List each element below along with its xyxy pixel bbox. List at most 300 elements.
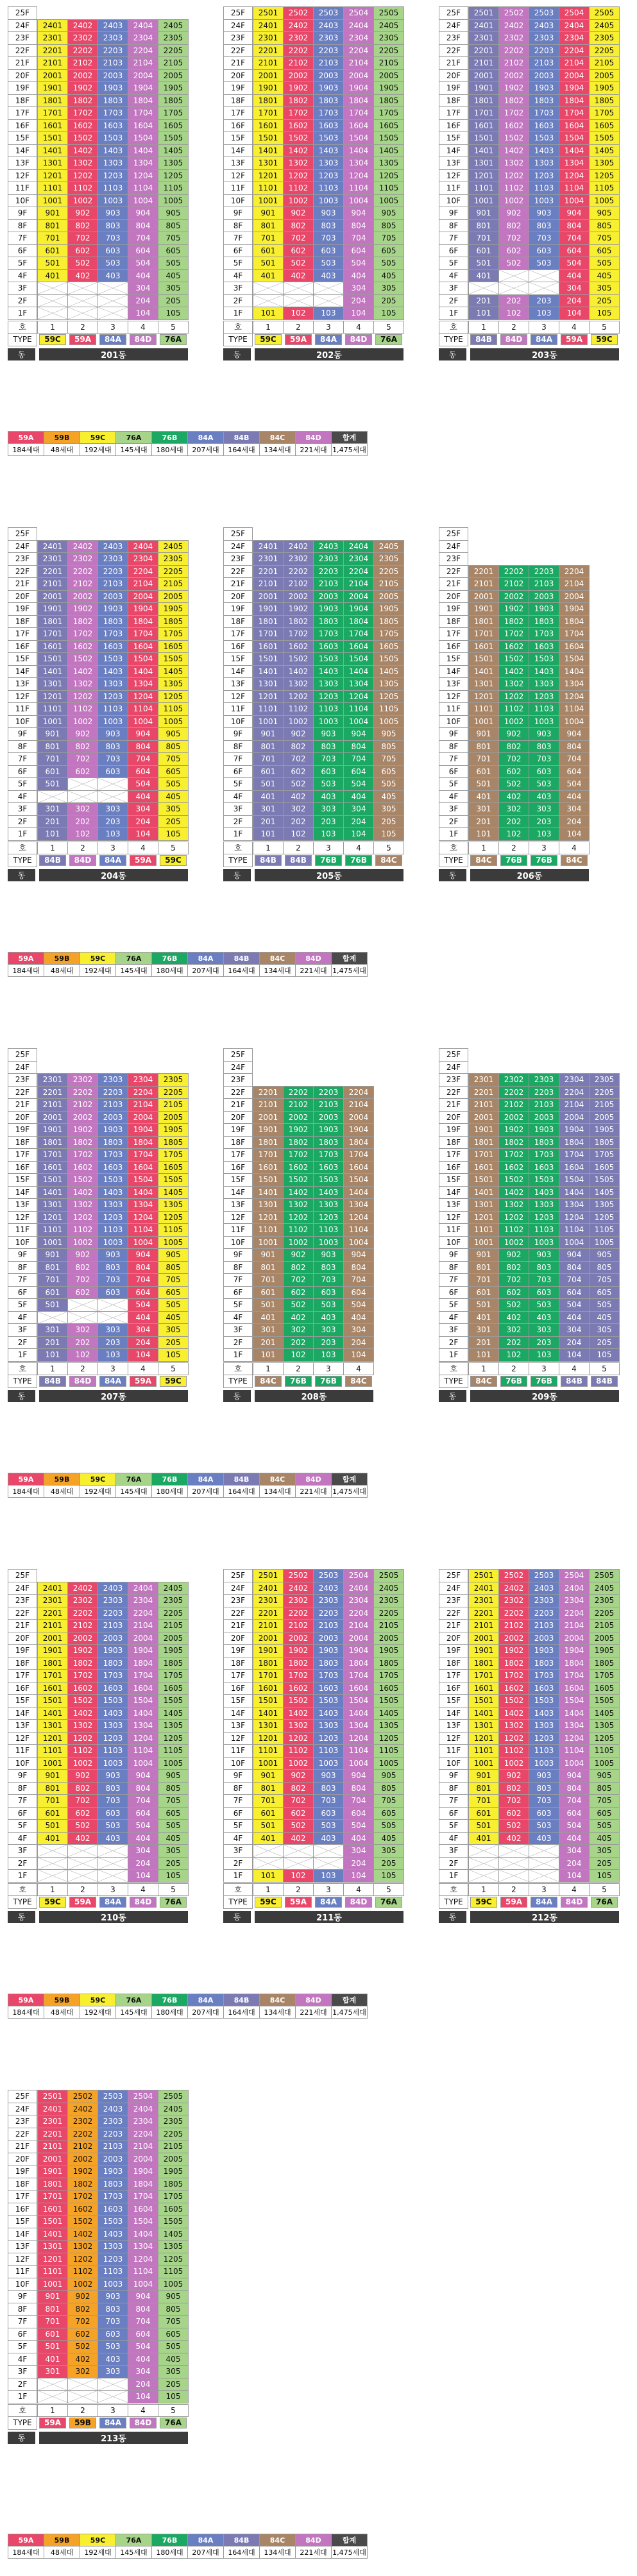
unit-cell: 903 xyxy=(313,1248,344,1262)
unit-cell: 302 xyxy=(283,802,314,816)
floor-label: 2F xyxy=(8,294,37,308)
unit-type-badge: 84D xyxy=(69,1376,96,1387)
unit-cell: 905 xyxy=(158,207,189,220)
unit-cell: 1305 xyxy=(589,157,620,170)
floor-label: 8F xyxy=(8,1261,37,1275)
unit-cell: 1604 xyxy=(128,2203,158,2216)
unit-cell: 2003 xyxy=(529,69,559,83)
unit-cell: 2304 xyxy=(128,2115,158,2128)
unit-cell: 1604 xyxy=(559,1161,590,1174)
unit-cell: 1803 xyxy=(529,1657,559,1670)
unit-cell: 1303 xyxy=(529,677,559,691)
unit-cell: 102 xyxy=(283,827,314,841)
empty-unit xyxy=(468,1869,499,1883)
unit-cell: 1302 xyxy=(283,1198,314,1212)
unit-cell: 1304 xyxy=(559,1719,590,1733)
unit-cell: 1901 xyxy=(468,602,499,616)
unit-cell: 704 xyxy=(128,1794,158,1808)
unit-cell: 504 xyxy=(559,257,590,270)
unit-cell: 1702 xyxy=(498,106,529,120)
unit-cell: 2004 xyxy=(128,1632,158,1645)
unit-cell: 2401 xyxy=(253,1582,284,1595)
unit-cell: 1605 xyxy=(373,640,404,654)
unit-cell: 2005 xyxy=(373,590,404,604)
unit-cell: 2302 xyxy=(498,31,529,45)
legend-type: 76B xyxy=(151,2534,188,2546)
unit-cell: 1601 xyxy=(468,1682,499,1695)
unit-cell: 1104 xyxy=(128,1744,158,1758)
unit-cell: 1303 xyxy=(98,1719,128,1733)
unit-cell: 1202 xyxy=(283,1211,314,1224)
unit-cell: 903 xyxy=(529,727,559,741)
unit-cell: 1602 xyxy=(283,1682,314,1695)
unit-cell: 504 xyxy=(128,1298,158,1312)
unit-cell: 2001 xyxy=(253,69,284,83)
unit-cell: 1203 xyxy=(98,690,128,704)
floor-label: 18F xyxy=(223,615,253,629)
unit-cell: 2201 xyxy=(37,565,68,579)
type-header-label: TYPE xyxy=(8,333,37,346)
empty-unit xyxy=(253,294,284,308)
unit-cell: 903 xyxy=(313,1769,344,1783)
floor-label: 20F xyxy=(8,1632,37,1645)
building-name: 202동 xyxy=(255,348,403,361)
floor-label: 6F xyxy=(8,1286,37,1300)
unit-cell: 605 xyxy=(373,244,404,258)
unit-cell: 2102 xyxy=(283,56,314,70)
unit-cell: 2101 xyxy=(468,1098,499,1112)
unit-cell: 1703 xyxy=(529,106,559,120)
unit-cell: 2101 xyxy=(253,1098,284,1112)
unit-cell: 504 xyxy=(559,1819,590,1833)
unit-cell: 403 xyxy=(98,269,128,283)
unit-cell: 1202 xyxy=(283,690,314,704)
unit-cell: 705 xyxy=(373,752,404,766)
floor-label: 19F xyxy=(223,602,253,616)
unit-cell: 1403 xyxy=(313,665,344,679)
unit-cell: 1702 xyxy=(283,106,314,120)
line-number: 1 xyxy=(253,842,284,855)
unit-cell: 1004 xyxy=(559,715,590,729)
legend-type: 84A xyxy=(187,952,224,965)
floor-label: 3F xyxy=(439,802,468,816)
row-header-label: 호 xyxy=(223,842,253,855)
floor-label: 6F xyxy=(223,244,253,258)
unit-cell: 1502 xyxy=(283,652,314,666)
line-number: 3 xyxy=(313,321,344,334)
unit-cell: 1005 xyxy=(373,194,404,208)
unit-cell: 205 xyxy=(158,1857,189,1870)
building-header-label: 동 xyxy=(8,1911,35,1924)
unit-cell: 2201 xyxy=(468,565,499,579)
unit-cell: 1601 xyxy=(468,119,499,133)
unit-cell: 401 xyxy=(37,2353,68,2366)
unit-cell: 2504 xyxy=(559,6,590,20)
unit-cell: 904 xyxy=(128,1769,158,1783)
unit-cell: 1103 xyxy=(98,702,128,716)
building-header-label: 동 xyxy=(439,1390,466,1403)
unit-cell: 2402 xyxy=(498,19,529,33)
unit-cell: 1702 xyxy=(498,1148,529,1162)
floor-label: 25F xyxy=(439,6,468,20)
unit-cell: 2201 xyxy=(37,1607,68,1620)
unit-cell: 1205 xyxy=(158,1732,189,1745)
floor-label: 9F xyxy=(8,1248,37,1262)
building-name: 213동 xyxy=(39,2432,188,2445)
building-header-label: 동 xyxy=(439,1911,466,1924)
unit-cell: 304 xyxy=(128,282,158,295)
unit-cell: 2305 xyxy=(373,31,404,45)
floor-label: 13F xyxy=(223,1719,253,1733)
unit-cell: 602 xyxy=(283,765,314,779)
unit-cell: 102 xyxy=(498,307,529,320)
unit-cell: 1905 xyxy=(589,1123,620,1137)
unit-cell: 102 xyxy=(67,827,98,841)
floor-label: 22F xyxy=(8,1086,37,1099)
unit-cell: 1903 xyxy=(98,1644,128,1657)
unit-cell: 603 xyxy=(313,765,344,779)
unit-cell: 1405 xyxy=(373,1707,404,1720)
unit-cell: 503 xyxy=(313,1298,344,1312)
unit-cell: 1204 xyxy=(128,1732,158,1745)
unit-cell: 403 xyxy=(313,1832,344,1845)
unit-cell: 1605 xyxy=(158,1161,189,1174)
unit-cell: 1905 xyxy=(373,602,404,616)
unit-cell: 1104 xyxy=(128,182,158,195)
unit-cell: 1603 xyxy=(98,640,128,654)
unit-cell: 2104 xyxy=(128,1098,158,1112)
unit-cell: 205 xyxy=(373,294,404,308)
line-number: 4 xyxy=(128,321,158,334)
unit-cell: 503 xyxy=(529,1298,559,1312)
unit-cell: 1704 xyxy=(559,106,590,120)
line-number: 5 xyxy=(158,1362,189,1376)
unit-cell: 405 xyxy=(158,1832,189,1845)
floor-label: 11F xyxy=(439,1744,468,1758)
unit-cell: 503 xyxy=(529,777,559,791)
unit-cell: 1803 xyxy=(529,615,559,629)
legend-type: 76B xyxy=(151,952,188,965)
unit-cell: 103 xyxy=(313,1348,344,1362)
unit-cell: 2104 xyxy=(559,56,590,70)
floor-label: 11F xyxy=(8,1744,37,1758)
unit-cell: 1003 xyxy=(529,1757,559,1770)
unit-cell: 1103 xyxy=(529,702,559,716)
unit-cell: 2305 xyxy=(158,552,189,566)
unit-cell: 1105 xyxy=(373,182,404,195)
unit-cell: 803 xyxy=(98,1261,128,1275)
unit-cell: 1503 xyxy=(313,1173,344,1187)
unit-cell: 1701 xyxy=(468,106,499,120)
unit-cell: 1804 xyxy=(343,1136,374,1149)
unit-cell: 2301 xyxy=(253,1594,284,1607)
unit-cell: 1304 xyxy=(343,1719,374,1733)
unit-cell: 2103 xyxy=(98,1619,128,1632)
unit-cell: 1404 xyxy=(128,1186,158,1199)
floor-label: 11F xyxy=(223,702,253,716)
unit-cell: 2205 xyxy=(589,1086,620,1099)
unit-type-badge: 59A xyxy=(561,334,588,345)
building-name: 212동 xyxy=(470,1911,619,1924)
legend-count: 145세대 xyxy=(115,2006,152,2019)
unit-cell: 805 xyxy=(158,219,189,233)
unit-cell: 2303 xyxy=(529,1594,559,1607)
unit-cell: 2205 xyxy=(373,1607,404,1620)
floor-label: 14F xyxy=(8,1707,37,1720)
unit-cell: 704 xyxy=(128,752,158,766)
line-number: 4 xyxy=(343,1362,374,1376)
unit-cell: 2303 xyxy=(529,31,559,45)
floor-label: 18F xyxy=(8,615,37,629)
unit-cell: 1801 xyxy=(37,2178,68,2191)
unit-cell: 1302 xyxy=(67,1719,98,1733)
unit-cell: 1904 xyxy=(559,1644,590,1657)
unit-cell: 2005 xyxy=(373,1632,404,1645)
unit-cell: 901 xyxy=(253,207,284,220)
empty-unit xyxy=(67,1857,98,1870)
floor-label: 8F xyxy=(223,1261,253,1275)
unit-cell: 601 xyxy=(37,1286,68,1300)
unit-cell: 2002 xyxy=(283,69,314,83)
unit-cell: 901 xyxy=(468,727,499,741)
unit-cell: 2202 xyxy=(67,1607,98,1620)
unit-cell: 904 xyxy=(559,1248,590,1262)
unit-cell: 402 xyxy=(283,269,314,283)
unit-cell: 2204 xyxy=(559,1086,590,1099)
unit-cell: 305 xyxy=(373,802,404,816)
unit-cell: 205 xyxy=(589,1336,620,1350)
unit-cell: 404 xyxy=(343,1311,374,1325)
unit-cell: 801 xyxy=(37,2303,68,2316)
unit-cell: 703 xyxy=(529,752,559,766)
unit-cell: 403 xyxy=(98,1832,128,1845)
unit-cell: 1301 xyxy=(253,1198,284,1212)
unit-cell: 104 xyxy=(559,827,590,841)
legend-type: 76A xyxy=(115,2534,152,2546)
floor-label: 4F xyxy=(223,269,253,283)
legend-count: 207세대 xyxy=(187,443,224,456)
unit-cell: 404 xyxy=(559,269,590,283)
unit-cell: 1204 xyxy=(128,2253,158,2266)
row-header-label: 호 xyxy=(439,321,468,334)
unit-cell: 401 xyxy=(468,269,499,283)
unit-cell: 301 xyxy=(37,802,68,816)
unit-cell: 2102 xyxy=(67,2140,98,2153)
unit-cell: 2503 xyxy=(313,6,344,20)
unit-cell: 1503 xyxy=(529,131,559,145)
unit-type-badge: 59C xyxy=(591,334,618,345)
unit-cell: 302 xyxy=(498,802,529,816)
unit-cell: 2304 xyxy=(559,1594,590,1607)
floor-label: 8F xyxy=(223,219,253,233)
unit-cell: 801 xyxy=(253,740,284,754)
unit-cell: 905 xyxy=(589,1769,620,1783)
legend-type: 76B xyxy=(151,1473,188,1486)
empty-unit xyxy=(37,1311,68,1325)
unit-cell: 1705 xyxy=(373,1669,404,1682)
unit-cell: 2202 xyxy=(498,1607,529,1620)
unit-cell: 701 xyxy=(37,2315,68,2328)
unit-cell: 1403 xyxy=(98,1186,128,1199)
unit-cell: 1602 xyxy=(283,1161,314,1174)
unit-cell: 903 xyxy=(529,1769,559,1783)
unit-cell: 1502 xyxy=(283,1694,314,1707)
row-header-label: 호 xyxy=(223,321,253,334)
unit-cell: 1902 xyxy=(283,1644,314,1657)
unit-cell: 204 xyxy=(128,815,158,829)
unit-cell: 1902 xyxy=(498,1123,529,1137)
empty-unit xyxy=(529,282,559,295)
unit-cell: 502 xyxy=(498,1819,529,1833)
unit-cell: 404 xyxy=(559,1311,590,1325)
line-number: 3 xyxy=(313,842,344,855)
unit-cell: 2203 xyxy=(529,1086,559,1099)
unit-type-badge: 76B xyxy=(500,855,527,866)
unit-cell: 1603 xyxy=(313,119,344,133)
empty-unit xyxy=(37,1844,68,1858)
floor-label: 20F xyxy=(223,1111,253,1124)
unit-cell: 1904 xyxy=(559,1123,590,1137)
unit-cell: 1205 xyxy=(589,1211,620,1224)
unit-cell: 601 xyxy=(468,244,499,258)
empty-unit xyxy=(253,1857,284,1870)
unit-cell: 2204 xyxy=(128,2128,158,2141)
unit-cell: 2104 xyxy=(559,577,590,591)
unit-cell: 1602 xyxy=(67,2203,98,2216)
floor-label: 19F xyxy=(223,1644,253,1657)
unit-cell: 1305 xyxy=(373,157,404,170)
empty-unit xyxy=(37,1869,68,1883)
floor-label: 13F xyxy=(223,157,253,170)
unit-cell: 2002 xyxy=(283,1111,314,1124)
floor-label: 11F xyxy=(223,1223,253,1237)
unit-cell: 1703 xyxy=(98,106,128,120)
unit-cell: 1701 xyxy=(468,1148,499,1162)
unit-cell: 2101 xyxy=(468,56,499,70)
unit-cell: 105 xyxy=(158,307,189,320)
unit-cell: 902 xyxy=(67,1248,98,1262)
unit-cell: 2101 xyxy=(37,2140,68,2153)
unit-cell: 2405 xyxy=(373,19,404,33)
floor-label: 9F xyxy=(223,1248,253,1262)
unit-cell: 1601 xyxy=(37,119,68,133)
floor-label: 19F xyxy=(439,81,468,95)
unit-cell: 405 xyxy=(158,790,189,804)
unit-cell: 902 xyxy=(283,1248,314,1262)
legend-count: 180세대 xyxy=(151,1485,188,1498)
floor-label: 22F xyxy=(8,1607,37,1620)
unit-cell: 2204 xyxy=(128,1086,158,1099)
type-header-label: TYPE xyxy=(439,1375,468,1388)
unit-cell: 305 xyxy=(589,1844,620,1858)
unit-cell: 1404 xyxy=(343,1186,374,1199)
unit-cell: 104 xyxy=(128,1869,158,1883)
floor-label: 1F xyxy=(8,827,37,841)
unit-cell: 1003 xyxy=(313,1757,344,1770)
empty-unit xyxy=(98,282,128,295)
unit-cell: 2305 xyxy=(373,1594,404,1607)
legend-type: 59C xyxy=(80,431,116,444)
unit-cell: 1205 xyxy=(373,1732,404,1745)
unit-cell: 1805 xyxy=(589,94,620,108)
unit-cell: 901 xyxy=(253,727,284,741)
unit-cell: 604 xyxy=(128,244,158,258)
legend-count: 164세대 xyxy=(223,2546,260,2559)
unit-cell: 702 xyxy=(498,752,529,766)
unit-cell: 1802 xyxy=(283,1657,314,1670)
unit-cell: 803 xyxy=(313,1782,344,1795)
unit-cell: 1705 xyxy=(158,106,189,120)
unit-cell: 2401 xyxy=(37,540,68,554)
line-number: 1 xyxy=(468,842,499,855)
unit-cell: 1003 xyxy=(98,2278,128,2291)
unit-cell: 1705 xyxy=(373,106,404,120)
unit-cell: 101 xyxy=(253,827,284,841)
unit-cell: 2201 xyxy=(468,1607,499,1620)
legend-type: 84B xyxy=(223,952,260,965)
floor-label: 25F xyxy=(8,6,37,20)
unit-cell: 1901 xyxy=(37,2165,68,2178)
unit-cell: 805 xyxy=(373,219,404,233)
floor-label: 22F xyxy=(439,1607,468,1620)
unit-cell: 1403 xyxy=(313,1186,344,1199)
unit-cell: 1105 xyxy=(589,1223,620,1237)
floor-label: 13F xyxy=(223,677,253,691)
unit-cell: 1603 xyxy=(529,640,559,654)
unit-cell: 1303 xyxy=(98,1198,128,1212)
unit-cell: 305 xyxy=(373,282,404,295)
floor-label: 20F xyxy=(8,69,37,83)
unit-type-badge: 84D xyxy=(130,2418,157,2428)
unit-cell: 1904 xyxy=(128,1123,158,1137)
floor-label: 12F xyxy=(8,1211,37,1224)
unit-cell: 1104 xyxy=(559,182,590,195)
unit-cell: 1002 xyxy=(498,715,529,729)
unit-cell: 2101 xyxy=(37,577,68,591)
unit-cell: 1404 xyxy=(128,144,158,158)
unit-cell: 2403 xyxy=(98,2103,128,2116)
unit-cell: 402 xyxy=(67,1832,98,1845)
legend-count: 184세대 xyxy=(8,2546,44,2559)
unit-cell: 804 xyxy=(343,1782,374,1795)
unit-cell: 2501 xyxy=(468,1569,499,1582)
unit-cell: 204 xyxy=(559,815,590,829)
floor-label: 20F xyxy=(223,1632,253,1645)
unit-cell: 1302 xyxy=(283,1719,314,1733)
unit-cell: 304 xyxy=(559,1323,590,1337)
unit-cell: 1304 xyxy=(343,157,374,170)
empty-unit xyxy=(529,1844,559,1858)
unit-cell: 1305 xyxy=(158,677,189,691)
empty-unit xyxy=(468,282,499,295)
unit-cell: 2001 xyxy=(253,1632,284,1645)
unit-cell: 1105 xyxy=(373,702,404,716)
unit-cell: 203 xyxy=(313,815,344,829)
unit-cell: 2101 xyxy=(253,56,284,70)
floor-label: 2F xyxy=(223,1336,253,1350)
unit-cell: 1901 xyxy=(468,1123,499,1137)
unit-cell: 1402 xyxy=(498,1707,529,1720)
unit-cell: 1701 xyxy=(37,106,68,120)
unit-cell: 1205 xyxy=(589,1732,620,1745)
floor-label: 16F xyxy=(439,119,468,133)
unit-cell: 505 xyxy=(158,257,189,270)
floor-label: 25F xyxy=(223,527,253,541)
floor-label: 24F xyxy=(223,1582,253,1595)
floor-label: 18F xyxy=(439,615,468,629)
unit-cell: 902 xyxy=(67,207,98,220)
legend-type: 84A xyxy=(187,2534,224,2546)
